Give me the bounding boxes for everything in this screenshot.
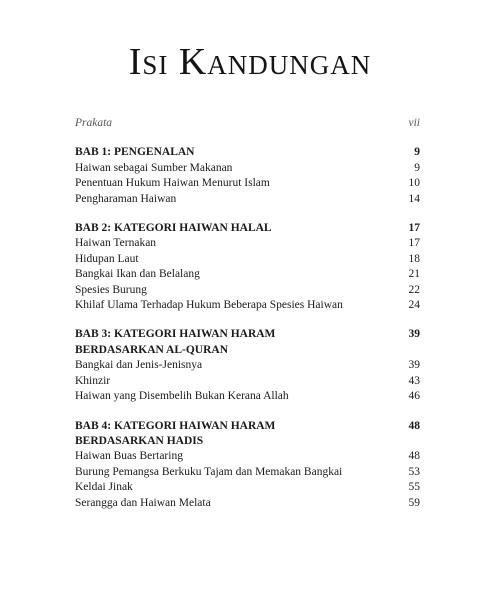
toc-entry-label: Khinzir: [75, 374, 111, 387]
chapter-page: 48: [408, 419, 420, 432]
toc-entry-page: 43: [408, 374, 420, 387]
toc-entry-page: 14: [408, 192, 420, 205]
toc-entry-page: 48: [408, 450, 420, 463]
toc-entry-label: Prakata: [75, 117, 113, 129]
toc-entry-page: 53: [408, 465, 420, 478]
toc-chapter-heading[interactable]: [75, 327, 420, 342]
toc-entry-page: 24: [408, 299, 420, 312]
toc-chapter-heading-continued: [75, 434, 420, 449]
chapter-title-line-2: BERDASARKAN HADIS: [75, 434, 204, 447]
toc-entry-label: Serangga dan Haiwan Melata: [75, 496, 211, 509]
toc-entry-label: Penentuan Hukum Haiwan Menurut Islam: [75, 177, 270, 190]
toc-entry-label: Haiwan sebagai Sumber Makanan: [75, 161, 233, 174]
toc-entry-page: 18: [408, 252, 420, 265]
page-title: Isi Kandungan: [128, 41, 372, 83]
toc-entry[interactable]: [75, 496, 420, 511]
chapter-title: BAB 1: PENGENALAN: [75, 146, 195, 159]
toc-chapter-heading[interactable]: [75, 145, 420, 160]
toc-entry-label: Burung Pemangsa Berkuku Tajam dan Memakan Bangkai: [75, 465, 343, 478]
toc-entry-label: Khilaf Ulama Terhadap Hukum Beberapa Spesies Haiwan: [75, 299, 343, 312]
toc-entry-page: 39: [408, 359, 420, 372]
chapter-title-line-2: BERDASARKAN AL-QURAN: [75, 343, 229, 356]
toc-entry-label: Keldai Jinak: [75, 481, 133, 494]
toc-entry[interactable]: [75, 236, 420, 251]
toc-entry-page: 59: [408, 496, 420, 509]
toc-entry-label: Bangkai dan Jenis-Jenisnya: [75, 359, 203, 372]
table-of-contents: [75, 116, 420, 511]
toc-chapter-heading[interactable]: [75, 221, 420, 236]
toc-entry[interactable]: [75, 449, 420, 464]
toc-entry[interactable]: [75, 358, 420, 373]
toc-entry-label: Haiwan Ternakan: [75, 237, 157, 250]
toc-entry[interactable]: [75, 176, 420, 191]
toc-entry[interactable]: [75, 192, 420, 207]
toc-entry[interactable]: [75, 267, 420, 282]
toc-entry-label: Bangkai Ikan dan Belalang: [75, 268, 200, 281]
toc-entry-prakata[interactable]: [75, 116, 420, 131]
toc-entry[interactable]: [75, 389, 420, 404]
chapter-title: BAB 2: KATEGORI HAIWAN HALAL: [75, 222, 272, 235]
toc-entry-page: 10: [408, 177, 420, 190]
toc-entry-label: Spesies Burung: [75, 283, 147, 296]
toc-entry[interactable]: [75, 283, 420, 298]
toc-entry-label: Haiwan yang Disembelih Bukan Kerana Allah: [75, 390, 289, 403]
chapter-page: 9: [414, 146, 420, 159]
toc-entry-label: Pengharaman Haiwan: [75, 192, 177, 205]
toc-entry-page: 9: [414, 161, 420, 174]
toc-entry-page: 55: [408, 481, 420, 494]
toc-entry-page: 17: [408, 237, 420, 250]
toc-chapter-heading[interactable]: [75, 419, 420, 434]
toc-entry[interactable]: [75, 374, 420, 389]
chapter-page: 17: [408, 222, 420, 235]
toc-entry-label: Haiwan Buas Bertaring: [75, 450, 183, 463]
toc-entry[interactable]: [75, 298, 420, 313]
chapter-title: BAB 4: KATEGORI HAIWAN HARAM: [75, 419, 276, 432]
chapter-page: 39: [408, 328, 420, 341]
toc-entry-page: vii: [408, 117, 420, 129]
chapter-title: BAB 3: KATEGORI HAIWAN HARAM: [75, 328, 276, 341]
toc-entry-page: 21: [408, 268, 420, 281]
toc-entry[interactable]: [75, 161, 420, 176]
toc-entry-page: 46: [408, 390, 420, 403]
toc-entry-page: 22: [408, 283, 420, 296]
toc-entry[interactable]: [75, 480, 420, 495]
toc-entry-label: Hidupan Laut: [75, 252, 139, 265]
toc-entry[interactable]: [75, 252, 420, 267]
toc-entry[interactable]: [75, 465, 420, 480]
toc-chapter-heading-continued: [75, 343, 420, 358]
